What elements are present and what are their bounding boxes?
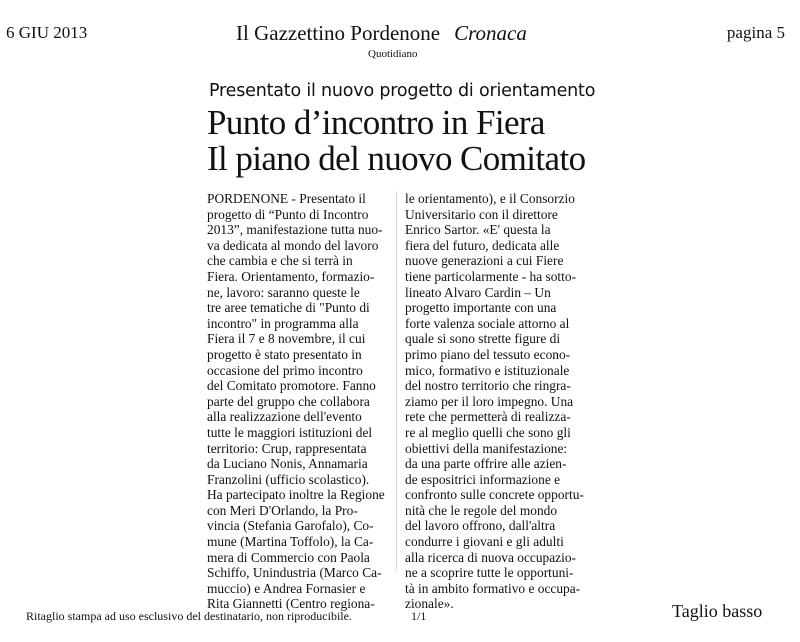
article-text-line: obiettivi della manifestazione:	[405, 440, 568, 456]
article-text-line: parte del gruppo che collabora	[207, 393, 370, 409]
headline-line: Punto d’incontro in Fiera	[207, 103, 545, 142]
article-text-line: progetto di “Punto di Incontro	[207, 206, 369, 222]
article-text-line: Franzolini (ufficio scolastico).	[207, 471, 370, 487]
article-text-line: alla realizzazione dell'evento	[207, 409, 362, 425]
article-text-line: da una parte offrire alle azien-	[405, 456, 567, 472]
article-text-line: occasione del primo incontro	[207, 362, 363, 378]
article-text-line: quale si sono strette figure di	[405, 331, 561, 347]
article-text-line: lineato Alvaro Cardin – Un	[405, 284, 551, 300]
article-text-line: progetto è stato presentato in	[207, 346, 362, 362]
article-text-line: tutte le maggiori istituzioni del	[207, 424, 373, 440]
article-text-line: con Meri D'Orlando, la Pro-	[207, 502, 358, 518]
column-divider	[396, 191, 397, 571]
article-text-line: Universitario con il direttore	[405, 206, 558, 222]
article-text-line: ziamo per il loro impegno. Una	[405, 393, 574, 409]
article-text-line: Schiffo, Unindustria (Marco Ca-	[207, 565, 382, 581]
article-text-line: vincia (Stefania Garofalo), Co-	[207, 518, 374, 534]
article-text-line: fiera del futuro, dedicata alle	[405, 237, 560, 253]
article-text-line: nità che le regole del mondo	[405, 502, 558, 518]
cut-label: Taglio basso	[672, 601, 763, 621]
publication-type: Quotidiano	[368, 48, 418, 60]
article-text-line: PORDENONE - Presentato il	[207, 191, 366, 206]
article-text-line: mera di Commercio con Paola	[207, 549, 370, 565]
article-text-line: mune (Martina Toffolo), la Ca-	[207, 534, 374, 550]
article-text-line: del lavoro offrono, dall'altra	[405, 518, 556, 534]
article-text-line: del Comitato promotore. Fanno	[207, 378, 376, 394]
article-text-line: Enrico Sartor. «E' questa la	[405, 222, 551, 238]
article-text-line: condurre i giovani e gli adulti	[405, 534, 564, 550]
clipping-date: 6 GIU 2013	[6, 23, 88, 42]
article-text-line: confronto sulle concrete opportu-	[405, 487, 584, 503]
article-text-line: ne, lavoro: saranno queste le	[207, 284, 360, 300]
article-text-line: incontro" in programma alla	[207, 315, 359, 331]
article-text-line: territorio: Crup, rappresentata	[207, 440, 367, 456]
article-text-line: Ha partecipato inoltre la Regione	[207, 487, 385, 503]
article-text-line: ne a scoprire tutte le opportuni-	[405, 565, 574, 581]
article-kicker: Presentato il nuovo progetto di orientamento	[209, 81, 596, 101]
article-text-line: mico, formativo e istituzionale	[405, 362, 570, 378]
reproduction-disclaimer: Ritaglio stampa ad uso esclusivo del destinatario, non riproducibile.	[26, 609, 352, 623]
article-text-line: rete che permetterà di realizza-	[405, 409, 571, 425]
article-text-line: da Luciano Nonis, Annamaria	[207, 456, 368, 472]
article-text-line: primo piano del tessuto econo-	[405, 346, 571, 362]
newspaper-name: Il Gazzettino Pordenone	[236, 21, 441, 45]
article-text-line: tre aree tematiche di "Punto di	[207, 300, 370, 316]
article-text-line: de espositrici informazione e	[405, 471, 561, 487]
article-headline	[207, 105, 585, 177]
section-name: Cronaca	[454, 21, 527, 45]
article-text-line: re al meglio quelli che sono gli	[405, 424, 571, 440]
article-text-line: tiene particolarmente - ha sotto-	[405, 268, 577, 284]
article-text-line: che cambia e che si terrà in	[207, 253, 353, 269]
article-column-right	[405, 191, 585, 612]
page-count: 1/1	[411, 609, 427, 623]
article-column-left	[207, 191, 387, 612]
article-text-line: nuove generazioni a cui Fiere	[405, 253, 564, 269]
article-text-line: alla ricerca di nuova occupazio-	[405, 549, 577, 565]
article-text-line: forte valenza sociale attorno al	[405, 315, 570, 331]
headline-line: Il piano del nuovo Comitato	[207, 139, 586, 178]
article-text-line: Fiera il 7 e 8 novembre, il cui	[207, 331, 366, 347]
article-text-line: tà in ambito formativo e occupa-	[405, 580, 581, 596]
article-text-line: del nostro territorio che ringra-	[405, 378, 571, 394]
masthead	[236, 21, 566, 60]
article-text-line: va dedicata al mondo del lavoro	[207, 237, 379, 253]
article-text-line: le orientamento), e il Consorzio	[405, 191, 575, 206]
article-text-line: Fiera. Orientamento, formazio-	[207, 268, 375, 284]
article-text-line: 2013”, manifestazione tutta nuo-	[207, 222, 383, 238]
page-number: pagina 5	[726, 23, 785, 42]
article-text-line: muccio) e Andrea Fornasier e	[207, 580, 366, 596]
article-text-line: progetto importante con una	[405, 300, 557, 316]
article-text-line: Rita Giannetti (Centro regiona-	[207, 596, 375, 612]
article-text-line: zionale».	[405, 596, 454, 612]
